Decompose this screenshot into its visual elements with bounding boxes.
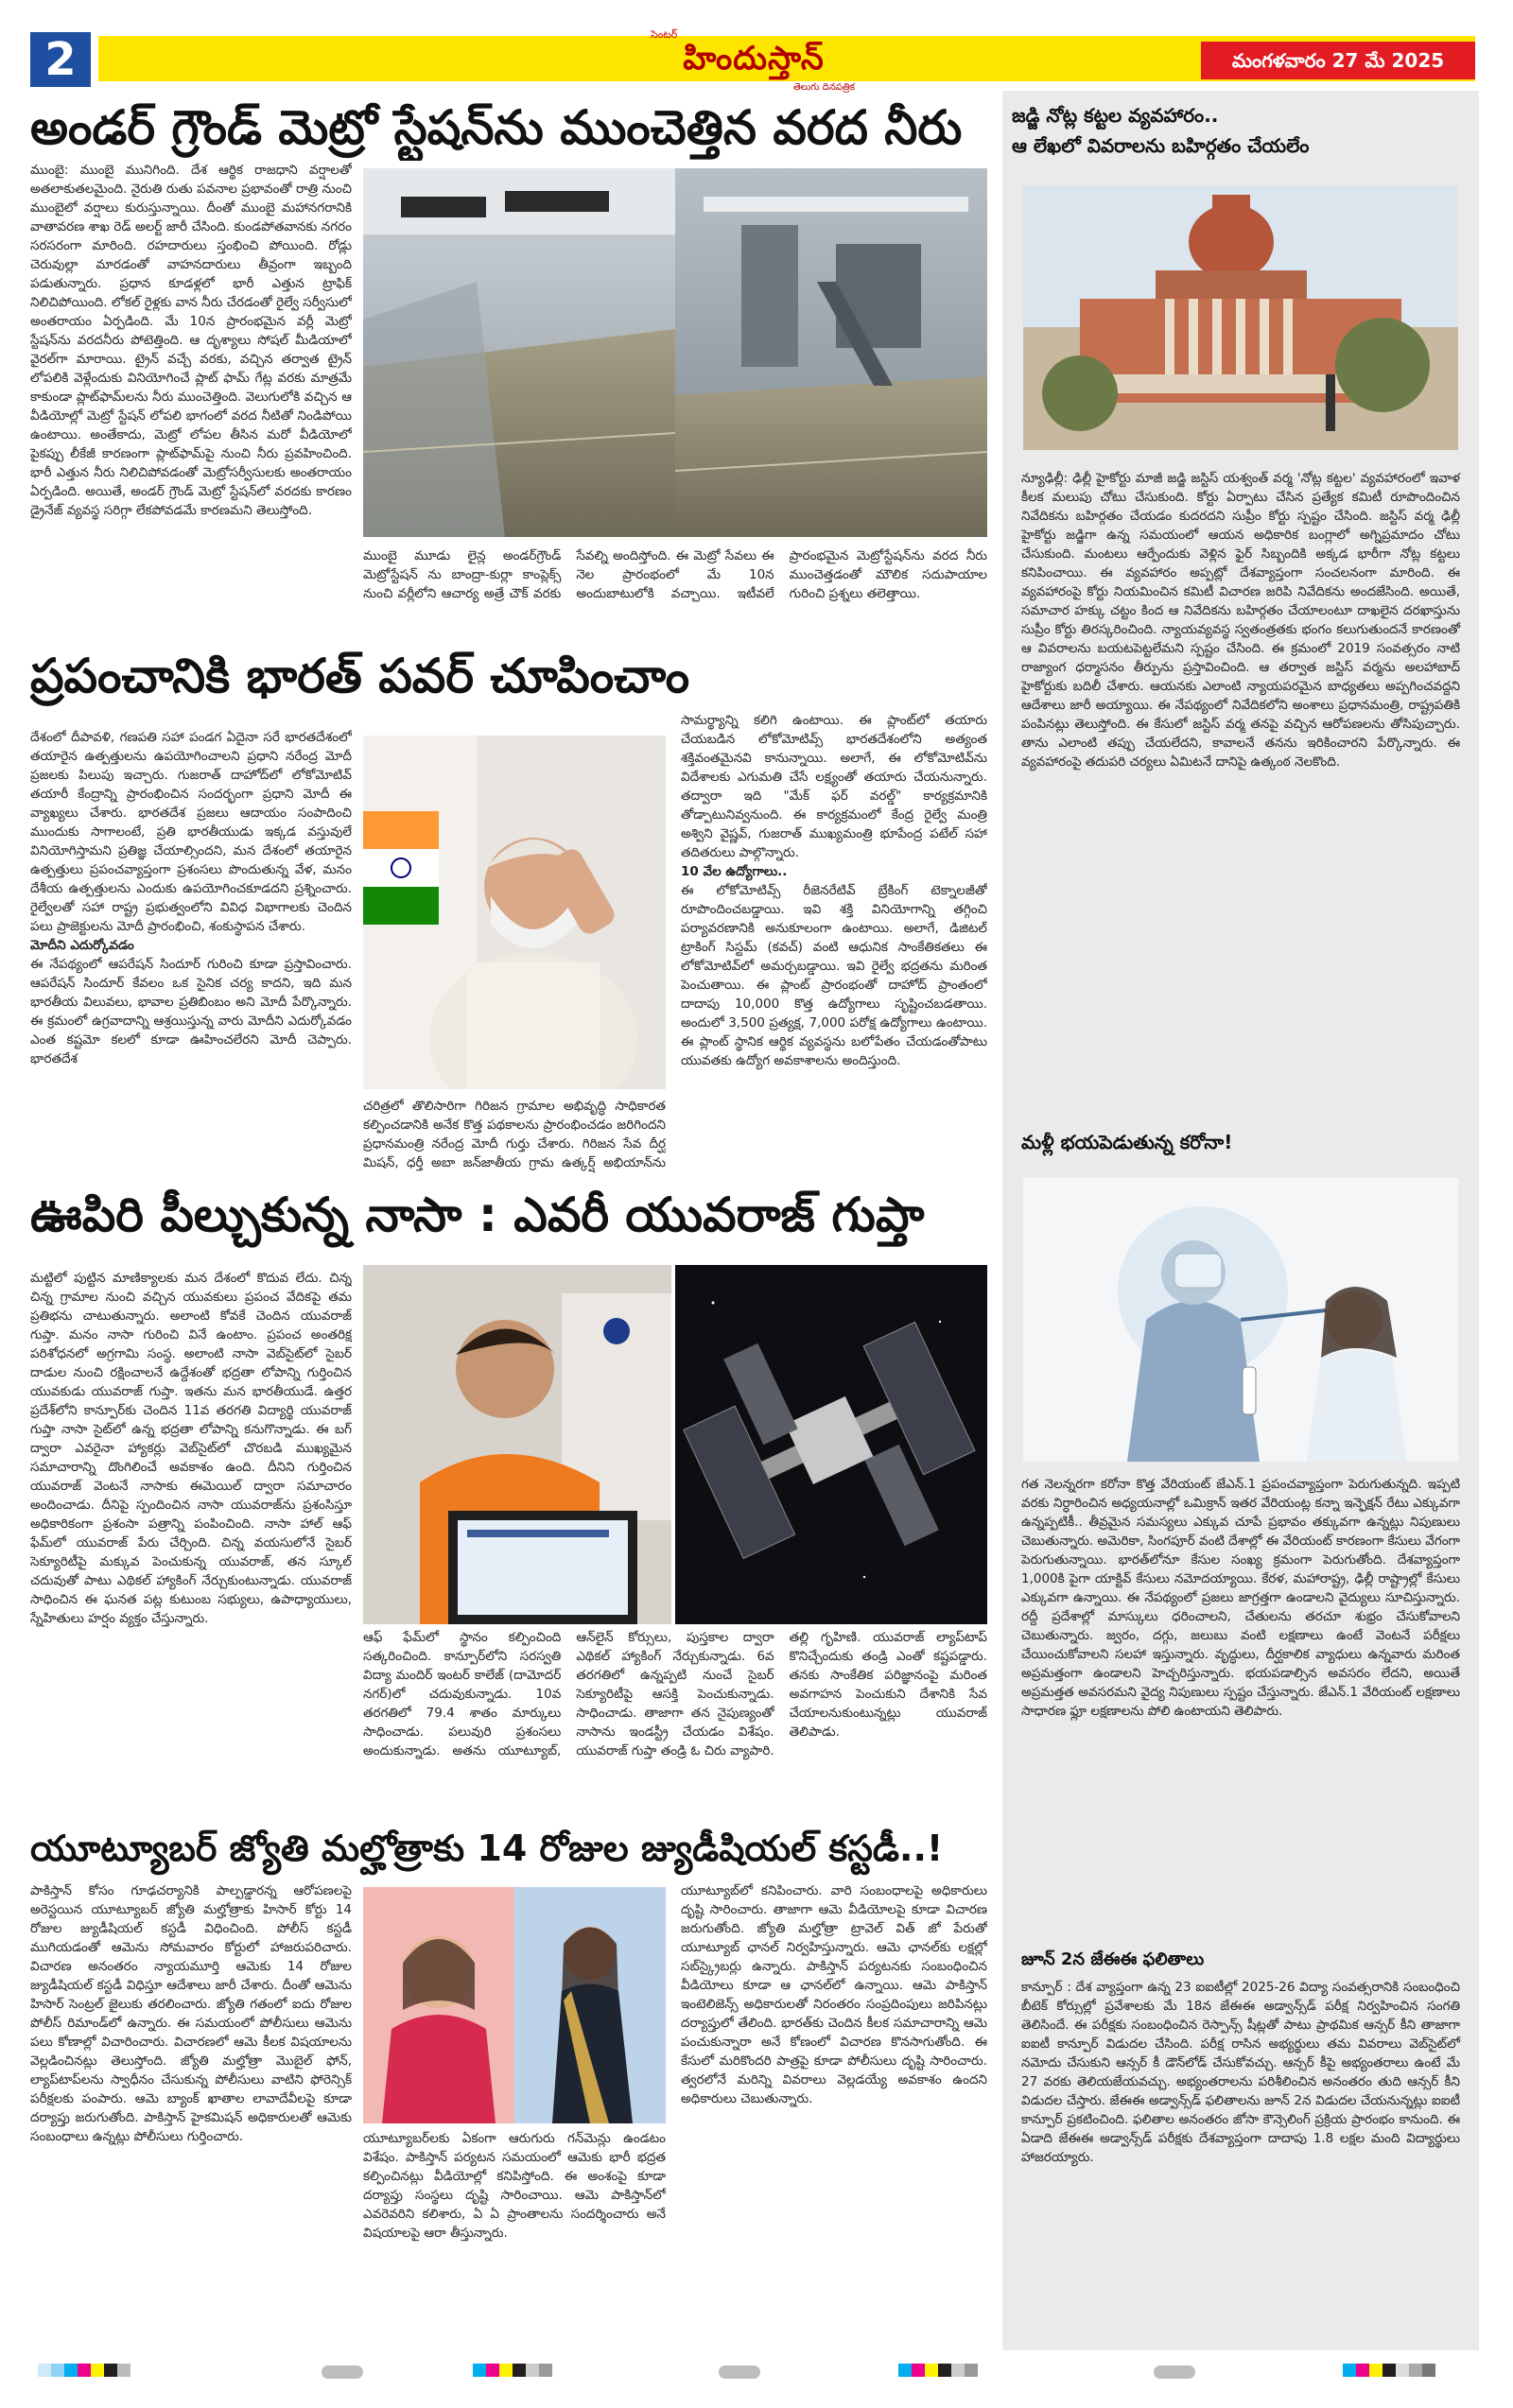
covid-test-image xyxy=(1023,1178,1458,1462)
iss-image xyxy=(675,1265,987,1624)
page-number: 2 xyxy=(30,32,91,87)
sidebar-headline-1 xyxy=(1002,91,1479,161)
article1-body: ముంబై: ముంబై మునిగింది. దేశ ఆర్థిక రాజధాని వర్షాలతో అతలాకుతలమైంది. నైరుతి రుతు పవనాల ప్రభావంతో రాత్రి నుంచి ముంబైలో వర్షాలు కురుస్తున్నాయి. దీంతో ముంబై మహానగరానికి వాతావరణ శాఖ రెడ్ అలర్ట్ జారీ చేసింది. కుండపోతవానకు నగరం సరసరంగా మారింది. రహదారులు స్తంభించి పోయింది. రోడ్లు చెరువుల్లా మారడంతో వాహనదారులు తీవ్రంగా ఇబ్బంది పడుతున్నారు. ప్రధాన కూడళ్లలో భారీ ఎత్తున ట్రాఫిక్ నిలిచిపోయింది. లోకల్ రైళ్లకు వాన నీరు చేరడంతో రైల్వే సర్వీసులో అంతరాయం ఏర్పడింది. మే 10న ప్రారంభమైన వర్లీ మెట్రో స్టేషన్‌ను వరదనీరు పోటెత్తింది. ఆ దృశ్యాలు సోషల్ మీడియాలో వైరల్‌గా మారాయి. ట్రైన్ వచ్చే వరకు, వచ్చిన తర్వాత ట్రైన్ లోపలికి వెళ్లేందుకు వినియోగించే ప్లాట్ ఫామ్ గేట్ల వరకు మాత్రమే కాకుండా ప్లాట్‌ఫామ్‌లను నీరు ముంచెత్తింది. వెలుగులోకి వచ్చిన ఆ వీడియోల్లో మెట్రో స్టేషన్ లోపలి భాగంలో వరద నీటితో నిండిపోయి ఉంటాయి. అంతేకాదు, మెట్రో లోపల తీసిన మరో వీడియోలో పైకప్పు లీకేజీ కారణంగా ప్లాట్‌ఫామ్‌పై నుంచి నీరు ప్రవహించింది. భారీ ఎత్తున నీరు నిలిచిపోవడంతో మెట్రోసర్వీసులకు అంతరాయం ఏర్పడింది. అయితే, అండర్ గ్రౌండ్ మెట్రో స్టేషన్‌లో వరదకు కారణం డ్రైనేజ్ వ్యవస్థ సరిగ్గా లేకపోవడమే కారణమని తెలుస్తోంది. xyxy=(30,163,352,518)
article2-body xyxy=(30,728,352,1172)
article2-headline: ప్రపంచానికి భారత్ పవర్ చూపించాం xyxy=(30,649,690,703)
logo-sub-tag: తెలుగు దినపత్రిక xyxy=(792,82,855,93)
modi-image xyxy=(363,736,666,1089)
registration-pill-3 xyxy=(1154,2365,1195,2379)
article2-subhead-3: 10 వేల ఉద్యోగాలు.. xyxy=(681,864,788,879)
article2-right-text-2: ఈ లోకోమోటివ్స్ రీజెనరేటివ్ బ్రేకింగ్ టెక్నాలజీతో రూపొందించబడ్డాయి. ఇవి శక్తి వినియోగాన్ని తగ్గించి పర్యావరణానికి అనుకూలంగా ఉంటాయి. అలాగే, డిజిటల్ ట్రాకింగ్ సిస్టమ్ (కవచ్) వంటి ఆధునిక సాంకేతికతలు ఈ లోకోమోటివ్‌లో అమర్చబడ్డాయి. ఇవి రైల్వే భద్రతను మరింత పెంచుతాయి. ఈ ప్లాంట్ ప్రారంభంతో దాహోద్ ప్రాంతంలో దాదాపు 10,000 కొత్త ఉద్యోగాలు సృష్టించబడతాయి. అందులో 3,500 ప్రత్యక్ష, 7,000 పరోక్ష ఉద్యోగాలు ఉంటాయి. ఈ ప్లాంట్ స్థానిక ఆర్థిక వ్యవస్థను బలోపేతం చేయడంతోపాటు యువతకు ఉద్యోగ అవకాశాలను అందిస్తుంది. xyxy=(681,883,987,1068)
sidebar-headline-1a: జడ్జి నోట్ల కట్టల వ్యవహారం.. xyxy=(1012,104,1219,127)
covid-test-photo xyxy=(1023,1178,1458,1462)
yuvraj-gupta-photo xyxy=(363,1265,671,1624)
article2-body-right xyxy=(681,711,987,1174)
article2-body-text: దేశంలో దీపావళి, గణపతి సహా పండగ ఏదైనా సరే భారతదేశంలో తయారైన ఉత్పత్తులను ఉపయోగించాలని ప్రధాని నరేంద్ర మోదీ ప్రజలకు పిలుపు ఇచ్చారు. గుజరాత్ దాహోద్‌లో లోకోమోటివ్ తయారీ కేంద్రాన్ని ప్రారంభించిన సందర్భంగా ప్రధాని మోదీ ఈ వ్యాఖ్యలు చేశారు. భారతదేశ ప్రజలు ఆదాయం సంపాదించి ముందుకు సాగాలంటే, ప్రతి భారతీయుడు ఇక్కడ వస్తువులే వినియోగిస్తామని ప్రతిజ్ఞ చేయాల్సిందని, మన దేశంలో తయారైన ఉత్పత్తులు ప్రపంచవ్యాప్తంగా ప్రశంసలు పొందుతున్న వేళ, మనం దేశీయ ఉత్పత్తులను ఎందుకు ఉపయోగించకూడదని ప్రశ్నించారు. రైల్వేలతో సహా రాష్ట్ర ప్రభుత్వంలోని వివిధ విభాగాలకు చెందిన పలు ప్రాజెక్టులను మోదీ ప్రారంభించి, శంకుస్థాపన చేశారు. xyxy=(30,730,352,934)
youtuber-image xyxy=(363,1887,666,2123)
modi-salute-photo xyxy=(363,736,666,1089)
article3-headline: ఊపిరి పీల్చుకున్న నాసా : ఎవరీ యువరాజ్ గుప్తా xyxy=(30,1187,925,1242)
registration-mark-3 xyxy=(898,2364,978,2381)
issue-date: మంగళవారం 27 మే 2025 xyxy=(1201,42,1475,79)
article1-headline-box xyxy=(30,95,985,161)
article2-subhead-1: మోదీని ఎదుర్కోవడం xyxy=(30,938,134,953)
article1-body-continued: ముంబై మూడు లైన్ల అండర్‌గ్రౌండ్ మెట్రోస్టేషన్ ను బాంద్రా-కుర్లా కాంప్లెక్స్ నుంచి వర్లీలోని ఆచార్య అత్రే చౌక్ వరకు సేవల్ని అందిస్తోంది. ఈ మెట్రో సేవలు ఈ నెల ప్రారంభంలో మే 10న అందుబాటులోకి వచ్చాయి. ఇటీవలే ప్రారంభమైన మెట్రోస్టేషన్‌ను వరద నీరు ముంచెత్తడంతో మౌలిక సదుపాయాల గురించి ప్రశ్నలు తలెత్తాయి. xyxy=(363,548,987,601)
article3-body: మట్టిలో పుట్టిన మాణిక్యాలకు మన దేశంలో కొదువ లేదు. చిన్న చిన్న గ్రామాల నుంచి వచ్చిన యువకులు ప్రపంచ వేదికపై తమ ప్రతిభను చాటుతున్నారు. అలాంటి కోవకే చెందిన యువరాజ్ గుప్తా. మనం నాసా గురించి వినే ఉంటాం. ప్రపంచ అంతరిక్ష పరిశోధనలో అగ్రగామి సంస్థ. అలాంటి నాసా వెబ్‌సైట్‌లో సైబర్ దాడుల నుంచి రక్షించాలనే ఉద్దేశంతో భద్రతా లోపాన్ని గుర్తించిన యువకుడు యువరాజ్ గుప్తా. ఇతను మన భారతీయుడే. ఉత్తర ప్రదేశ్‌లోని కాన్పూర్‌కు చెందిన 11వ తరగతి విద్యార్థి యువరాజ్ గుప్తా నాసా సైట్‌లో ఉన్న భద్రతా లోపాన్ని కనుగొన్నాడు. ఈ బగ్ ద్వారా ఎవరైనా హ్యాకర్లు వెబ్‌సైట్‌లో చొరబడి ముఖ్యమైన సమాచారాన్ని దొంగిలించే అవకాశం ఉంది. దీనిని గుర్తించిన యువరాజ్ వెంటనే నాసాకు ఈమెయిల్ ద్వారా సమాచారం అందించాడు. దీనిపై స్పందించిన నాసా యువరాజ్‌ను ప్రశంసిస్తూ అధికారికంగా ప్రశంసా పత్రాన్ని పంపించింది. నాసా హాల్ ఆఫ్ ఫేమ్‌లో యువరాజ్ పేరు చేర్చింది. చిన్న వయసులోనే సైబర్ సెక్యూరిటీపై మక్కువ పెంచుకున్న యువరాజ్, తన స్కూల్ చదువుతో పాటు ఎథికల్ హ్యాకింగ్ నేర్చుకుంటున్నాడు. యువరాజ్ సాధించిన ఈ ఘనత పట్ల కుటుంబ సభ్యులు, ఉపాధ్యాయులు, స్నేహితులు హర్షం వ్యక్తం చేస్తున్నారు. xyxy=(30,1271,352,1626)
logo-text: హిందుస్తాన్ xyxy=(683,40,825,78)
article4-body-right: యూట్యూబ్‌లో కనిపించారు. వారి సంబంధాలపై అధికారులు దృష్టి సారించారు. తాజాగా ఆమె వీడియోలపై కూడా విచారణ జరుగుతోంది. జ్యోతి మల్హోత్రా ట్రావెల్ విత్ జో పేరుతో యూట్యూబ్ ఛానల్ నిర్వహిస్తున్నారు. ఆమె ఛానల్‌కు లక్షల్లో సబ్‌స్క్రైబర్లు ఉన్నారు. పాకిస్తాన్ పర్యటనకు సంబంధించిన వీడియోలు కూడా ఆ ఛానల్‌లో ఉన్నాయి. ఆమె పాకిస్తాన్ ఇంటెలిజెన్స్ అధికారులతో నిరంతరం సంప్రదింపులు జరిపినట్లు దర్యాప్తులో తేలింది. భారత్‌కు చెందిన కీలక సమాచారాన్ని ఆమె పంచుకున్నారా అనే కోణంలో విచారణ కొనసాగుతోంది. ఈ కేసులో మరికొందరి పాత్రపై కూడా పోలీసులు దృష్టి సారించారు. త్వరలోనే మరిన్ని వివరాలు వెల్లడయ్యే అవకాశం ఉందని అధికారులు చెబుతున్నారు. xyxy=(681,1883,987,2106)
supreme-court-photo xyxy=(1023,185,1458,450)
registration-mark-2 xyxy=(473,2364,552,2381)
article2-lower-text: చరిత్రలో తొలిసారిగా గిరిజన గ్రామాల అభివృద్ధి సాధికారత కల్పించడానికి అనేక కొత్త పథకాలను ప్రారంభించడం జరిగిందని ప్రధానమంత్రి నరేంద్ర మోదీ గుర్తు చేశారు. గిరిజన సేవ దీర్ఘ మిషన్, ధర్తీ అబా జన్‌జాతీయ గ్రామ ఉత్కర్ష్ అభియాన్‌ను xyxy=(363,1099,666,1170)
logo-small-tag: సెంటర్ xyxy=(651,28,678,41)
registration-mark-4 xyxy=(1343,2364,1435,2381)
newspaper-logo xyxy=(645,28,862,93)
student-image xyxy=(363,1265,671,1624)
metro-flood-image xyxy=(363,168,987,537)
article2-body-text-2: ఈ నేపథ్యంలో ఆపరేషన్ సిందూర్ గురించి కూడా ప్రస్తావించారు. ఆపరేషన్ సిందూర్ కేవలం ఒక సైనిక చర్య కాదని, ఇది మన భారతీయ విలువలు, భావాల ప్రతిబింబం అని మోదీ పేర్కొన్నారు. ఈ క్రమంలో ఉగ్రవాదాన్ని ఆశ్రయిస్తున్న వారు మోదీని ఎదుర్కోవడం ఎంత కష్టమో కలలో కూడా ఊహించలేరని మోదీ చెప్పారు. భారతదేశ xyxy=(30,957,352,1066)
article3-body-continued: ఆఫ్ ఫేమ్‌లో స్థానం కల్పించింది సత్కరించింది. కాన్పూర్‌లోని సరస్వతి విద్యా మందిర్ ఇంటర్ కాలేజ్ (దామోదర్ నగర్)లో చదువుకున్నాడు. 10వ తరగతిలో 79.4 శాతం మార్కులు సాధించాడు. పలువురి ప్రశంసలు అందుకున్నాడు. అతను యూట్యూబ్, ఆన్‌లైన్ కోర్సులు, పుస్తకాల ద్వారా ఎథికల్ హ్యాకింగ్ నేర్చుకున్నాడు. 6వ తరగతిలో ఉన్నప్పటి నుంచే సైబర్ సెక్యూరిటీపై ఆసక్తి పెంచుకున్నాడు. సాధించాడు. తాజాగా తన నైపుణ్యంతో నాసాను ఇండస్ట్రీ చేయడం విశేషం. యువరాజ్ గుప్తా తండ్రి ఓ చిరు వ్యాపారి. తల్లి గృహిణి. యువరాజ్ ల్యాప్‌టాప్ కొనిచ్చేందుకు తండ్రి ఎంతో కష్టపడ్డారు. తనకు సాంకేతిక పరిజ్ఞానంపై మరింత అవగాహన పెంచుకుని దేశానికి సేవ చేయాలనుకుంటున్నట్లు యువరాజ్ తెలిపాడు. xyxy=(363,1630,987,1758)
article4-headline: యూట్యూబర్ జ్యోతి మల్హోత్రాకు 14 రోజుల జ్యుడీషియల్ కస్టడీ..! xyxy=(30,1828,944,1869)
article4-headline-box xyxy=(30,1815,985,1881)
registration-pill-1 xyxy=(322,2365,363,2379)
registration-mark-1 xyxy=(38,2364,130,2381)
article4-body: పాకిస్తాన్ కోసం గూఢచర్యానికి పాల్పడ్డారన్న ఆరోపణలపై అరెస్టయిన యూట్యూబర్ జ్యోతి మల్హోత్రాకు హిసార్ కోర్టు 14 రోజుల జ్యుడీషియల్ కస్టడీ విధించింది. పోలీస్ కస్టడీ ముగియడంతో ఆమెను సోమవారం కోర్టులో హాజరుపరిచారు. విచారణ అనంతరం న్యాయమూర్తి ఆమెకు 14 రోజుల జ్యుడీషియల్ కస్టడీ విధిస్తూ ఆదేశాలు జారీ చేశారు. దీంతో ఆమెను హిసార్ సెంట్రల్ జైలుకు తరలించారు. జ్యోతి గతంలో ఐదు రోజుల పోలీస్ రిమాండ్‌లో ఉన్నారు. ఈ సమయంలో పోలీసులు ఆమెను పలు కోణాల్లో విచారించారు. విచారణలో ఆమె కీలక విషయాలను వెల్లడించినట్లు తెలుస్తోంది. జ్యోతి మల్హోత్రా మొబైల్ ఫోన్, ల్యాప్‌టాప్‌లను స్వాధీనం చేసుకున్న పోలీసులు వాటిని ఫోరెన్సిక్ పరీక్షలకు పంపారు. ఆమె బ్యాంక్ ఖాతాల లావాదేవీలపై కూడా దర్యాప్తు జరుగుతోంది. పాకిస్తాన్ హైకమిషన్ అధికారులతో ఆమెకు సంబంధాలు ఉన్నట్లు పోలీసులు గుర్తించారు. xyxy=(30,1883,352,2144)
article2-right-text: సామర్థ్యాన్ని కలిగి ఉంటాయి. ఈ ప్లాంట్‌లో తయారు చేయబడిన లోకోమోటివ్స్ భారతదేశంలోని అత్యంత శక్తివంతమైనవి కానున్నాయి. అలాగే, ఈ లోకోమోటివ్‌ను విదేశాలకు ఎగుమతి చేసే లక్ష్యంతో తయారు చేయనున్నారు. తద్వారా ఇది "మేక్ ఫర్ వరల్డ్" కార్యక్రమానికి తోడ్పాటునివ్వనుంది. ఈ కార్యక్రమంలో కేంద్ర రైల్వే మంత్రి అశ్విని వైష్ణవ్, గుజరాత్ ముఖ్యమంత్రి భూపేంద్ర పటేల్ సహా తదితరులు పాల్గొన్నారు. xyxy=(681,713,987,860)
article3-headline-box xyxy=(30,1182,985,1248)
sidebar-article3-body: కాన్పూర్ : దేశ వ్యాప్తంగా ఉన్న 23 ఐఐటీల్లో 2025-26 విద్యా సంవత్సరానికి సంబంధించి బీటెక్ కోర్సుల్లో ప్రవేశాలకు మే 18న జేఈఈ అడ్వాన్స్‌డ్ పరీక్ష నిర్వహించిన సంగతి తెలిసిందే. ఈ పరీక్షకు సంబంధించిన రెస్పాన్స్ షీట్లతో పాటు ప్రాథమిక ఆన్సర్ కీని తాజాగా ఐఐటీ కాన్పూర్ విడుదల చేసింది. పరీక్ష రాసిన అభ్యర్థులు తమ వివరాలు వెబ్‌సైట్‌లో నమోదు చేసుకుని ఆన్సర్ కీ డౌన్‌లోడ్ చేసుకోవచ్చు. ఆన్సర్ కీపై అభ్యంతరాలు ఉంటే మే 27 వరకు తెలియజేయవచ్చు. అభ్యంతరాలను పరిశీలించిన అనంతరం తుది ఆన్సర్ కీని విడుదల చేస్తారు. జేఈఈ అడ్వాన్స్‌డ్ ఫలితాలను జూన్ 2న విడుదల చేయనున్నట్లు ఐఐటీ కాన్పూర్ ప్రకటించింది. ఫలితాల అనంతరం జోసా కౌన్సెలింగ్ ప్రక్రియ ప్రారంభం కానుంది. ఈ ఏడాది జేఈఈ అడ్వాన్స్‌డ్ పరీక్షకు దేశవ్యాప్తంగా దాదాపు 1.8 లక్షల మంది విద్యార్థులు హాజరయ్యారు. xyxy=(1021,1980,1460,2165)
registration-pill-2 xyxy=(719,2365,760,2379)
article4-body-lower: యూట్యూబర్‌లకు ఏకంగా ఆరుగురు గన్‌మెన్లు ఉండటం విశేషం. పాకిస్తాన్ పర్యటన సమయంలో ఆమెకు భారీ భద్రత కల్పించినట్లు వీడియోల్లో కనిపిస్తోంది. ఈ అంశంపై కూడా దర్యాప్తు సంస్థలు దృష్టి సారించాయి. ఆమె పాకిస్తాన్‌లో ఎవరెవరిని కలిశారు, ఏ ఏ ప్రాంతాలను సందర్శించారు అనే విషయాలపై ఆరా తీస్తున్నారు. xyxy=(363,2131,666,2241)
article1-headline: అండర్ గ్రౌండ్ మెట్రో స్టేషన్‌ను ముంచెత్తిన వరద నీరు xyxy=(30,100,963,155)
space-station-photo xyxy=(675,1265,987,1624)
article2-headline-box xyxy=(30,643,985,709)
masthead xyxy=(30,28,1475,93)
sidebar-headline-3: జూన్ 2న జేఈఈ ఫలితాలు xyxy=(1021,1949,1205,1969)
metro-flood-photo xyxy=(363,168,987,537)
sidebar-headline-1b: ఆ లేఖలో వివరాలను బహిర్గతం చేయలేం xyxy=(1012,134,1310,157)
supreme-court-image xyxy=(1023,185,1458,450)
sidebar-headline-2: మళ్లీ భయపెడుతున్న కరోనా! xyxy=(1021,1131,1233,1153)
sidebar xyxy=(1002,91,1479,2350)
sidebar-article1-body: న్యూఢిల్లీ: ఢిల్లీ హైకోర్టు మాజీ జడ్జి జస్టిస్ యశ్వంత్ వర్మ 'నోట్ల కట్టల' వ్యవహారంలో ఇవాళ కీలక మలుపు చోటు చేసుకుంది. కోర్టు ఏర్పాటు చేసిన ప్రత్యేక కమిటీ రూపొందించిన నివేదికను బహిర్గతం చేయడం కుదరదని సుప్రీం కోర్టు స్పష్టం చేసింది. జస్టిస్ వర్మ ఢిల్లీ హైకోర్టు జడ్జిగా ఉన్న సమయంలో ఆయన అధికారిక బంగ్లాలో అగ్నిప్రమాదం చోటు చేసుకుంది. మంటలు ఆర్పేందుకు వెళ్లిన ఫైర్ సిబ్బందికి అక్కడ భారీగా నోట్ల కట్టలు కనిపించాయి. ఈ వ్యవహారం అప్పట్లో దేశవ్యాప్తంగా సంచలనంగా మారింది. ఈ వ్యవహారంపై కోర్టు నియమించిన కమిటీ విచారణ జరిపి నివేదికను అందజేసింది. అయితే, సమాచార హక్కు చట్టం కింద ఆ నివేదికను బహిర్గతం చేయాలంటూ దాఖలైన దరఖాస్తును సుప్రీం కోర్టు తిరస్కరించింది. న్యాయవ్యవస్థ స్వతంత్రతకు భంగం కలుగుతుందనే కారణంతో ఆ వివరాలను బయటపెట్టలేమని స్పష్టం చేసింది. ఈ క్రమంలో 2019 సంవత్సరం నాటి రాజ్యాంగ ధర్మాసనం తీర్పును ప్రస్తావించింది. ఆ తర్వాత జస్టిస్ వర్మను అలహాబాద్ హైకోర్టుకు బదిలీ చేశారు. ఆయనకు ఎలాంటి న్యాయపరమైన బాధ్యతలు అప్పగించవద్దని ఆదేశాలు జారీ అయ్యాయి. ఈ నేపథ్యంలో నివేదికలోని అంశాలు ప్రధానమంత్రి, రాష్ట్రపతికి పంపినట్లు తెలుస్తోంది. ఈ కేసులో జస్టిస్ వర్మ తనపై వచ్చిన ఆరోపణలను తోసిపుచ్చారు. తాను ఎలాంటి తప్పు చేయలేదని, కావాలనే తనను ఇరికించారని పేర్కొన్నారు. ఈ వ్యవహారంపై తదుపరి చర్యలు ఏమిటనే దానిపై ఉత్కంఠ నెలకొంది. xyxy=(1021,471,1460,770)
sidebar-article2-body: గత నెలన్నరగా కరోనా కొత్త వేరియంట్ జేఎన్.1 ప్రపంచవ్యాప్తంగా పెరుగుతున్నది. ఇప్పటి వరకు నిర్ధారించిన అధ్యయనాల్లో ఒమిక్రాన్ ఇతర వేరియంట్ల కన్నా ఇన్ఫెక్షన్ రేటు ఎక్కువగా ఉన్నప్పటికీ.. తీవ్రమైన సమస్యలు ఎక్కువ చూపే ప్రభావం తక్కువగా ఉన్నట్లు నిపుణులు చెబుతున్నారు. అమెరికా, సింగపూర్ వంటి దేశాల్లో ఈ వేరియంట్ కారణంగా కేసులు వేగంగా పెరుగుతున్నాయి. భారత్‌లోనూ కేసుల సంఖ్య క్రమంగా పెరుగుతోంది. దేశవ్యాప్తంగా 1,000కి పైగా యాక్టివ్ కేసులు నమోదయ్యాయి. కేరళ, మహారాష్ట్ర, ఢిల్లీ రాష్ట్రాల్లో కేసులు ఎక్కువగా ఉన్నాయి. ఈ నేపథ్యంలో ప్రజలు జాగ్రత్తగా ఉండాలని వైద్యులు సూచిస్తున్నారు. రద్దీ ప్రదేశాల్లో మాస్కులు ధరించాలని, చేతులను తరచూ శుభ్రం చేసుకోవాలని చెబుతున్నారు. జ్వరం, దగ్గు, జలుబు వంటి లక్షణాలు ఉంటే వెంటనే పరీక్షలు చేయించుకోవాలని సలహా ఇస్తున్నారు. వృద్ధులు, దీర్ఘకాలిక వ్యాధులు ఉన్నవారు మరింత అప్రమత్తంగా ఉండాలని హెచ్చరిస్తున్నారు. భయపడాల్సిన అవసరం లేదని, అయితే అప్రమత్తత అవసరమని వైద్య నిపుణులు స్పష్టం చేస్తున్నారు. జేఎన్.1 వేరియంట్ లక్షణాలు సాధారణ ఫ్లూ లక్షణాలను పోలి ఉంటాయని తెలిపారు. xyxy=(1021,1477,1460,1719)
article2-body-lower xyxy=(363,1097,666,1174)
jyoti-malhotra-photo xyxy=(363,1887,666,2123)
